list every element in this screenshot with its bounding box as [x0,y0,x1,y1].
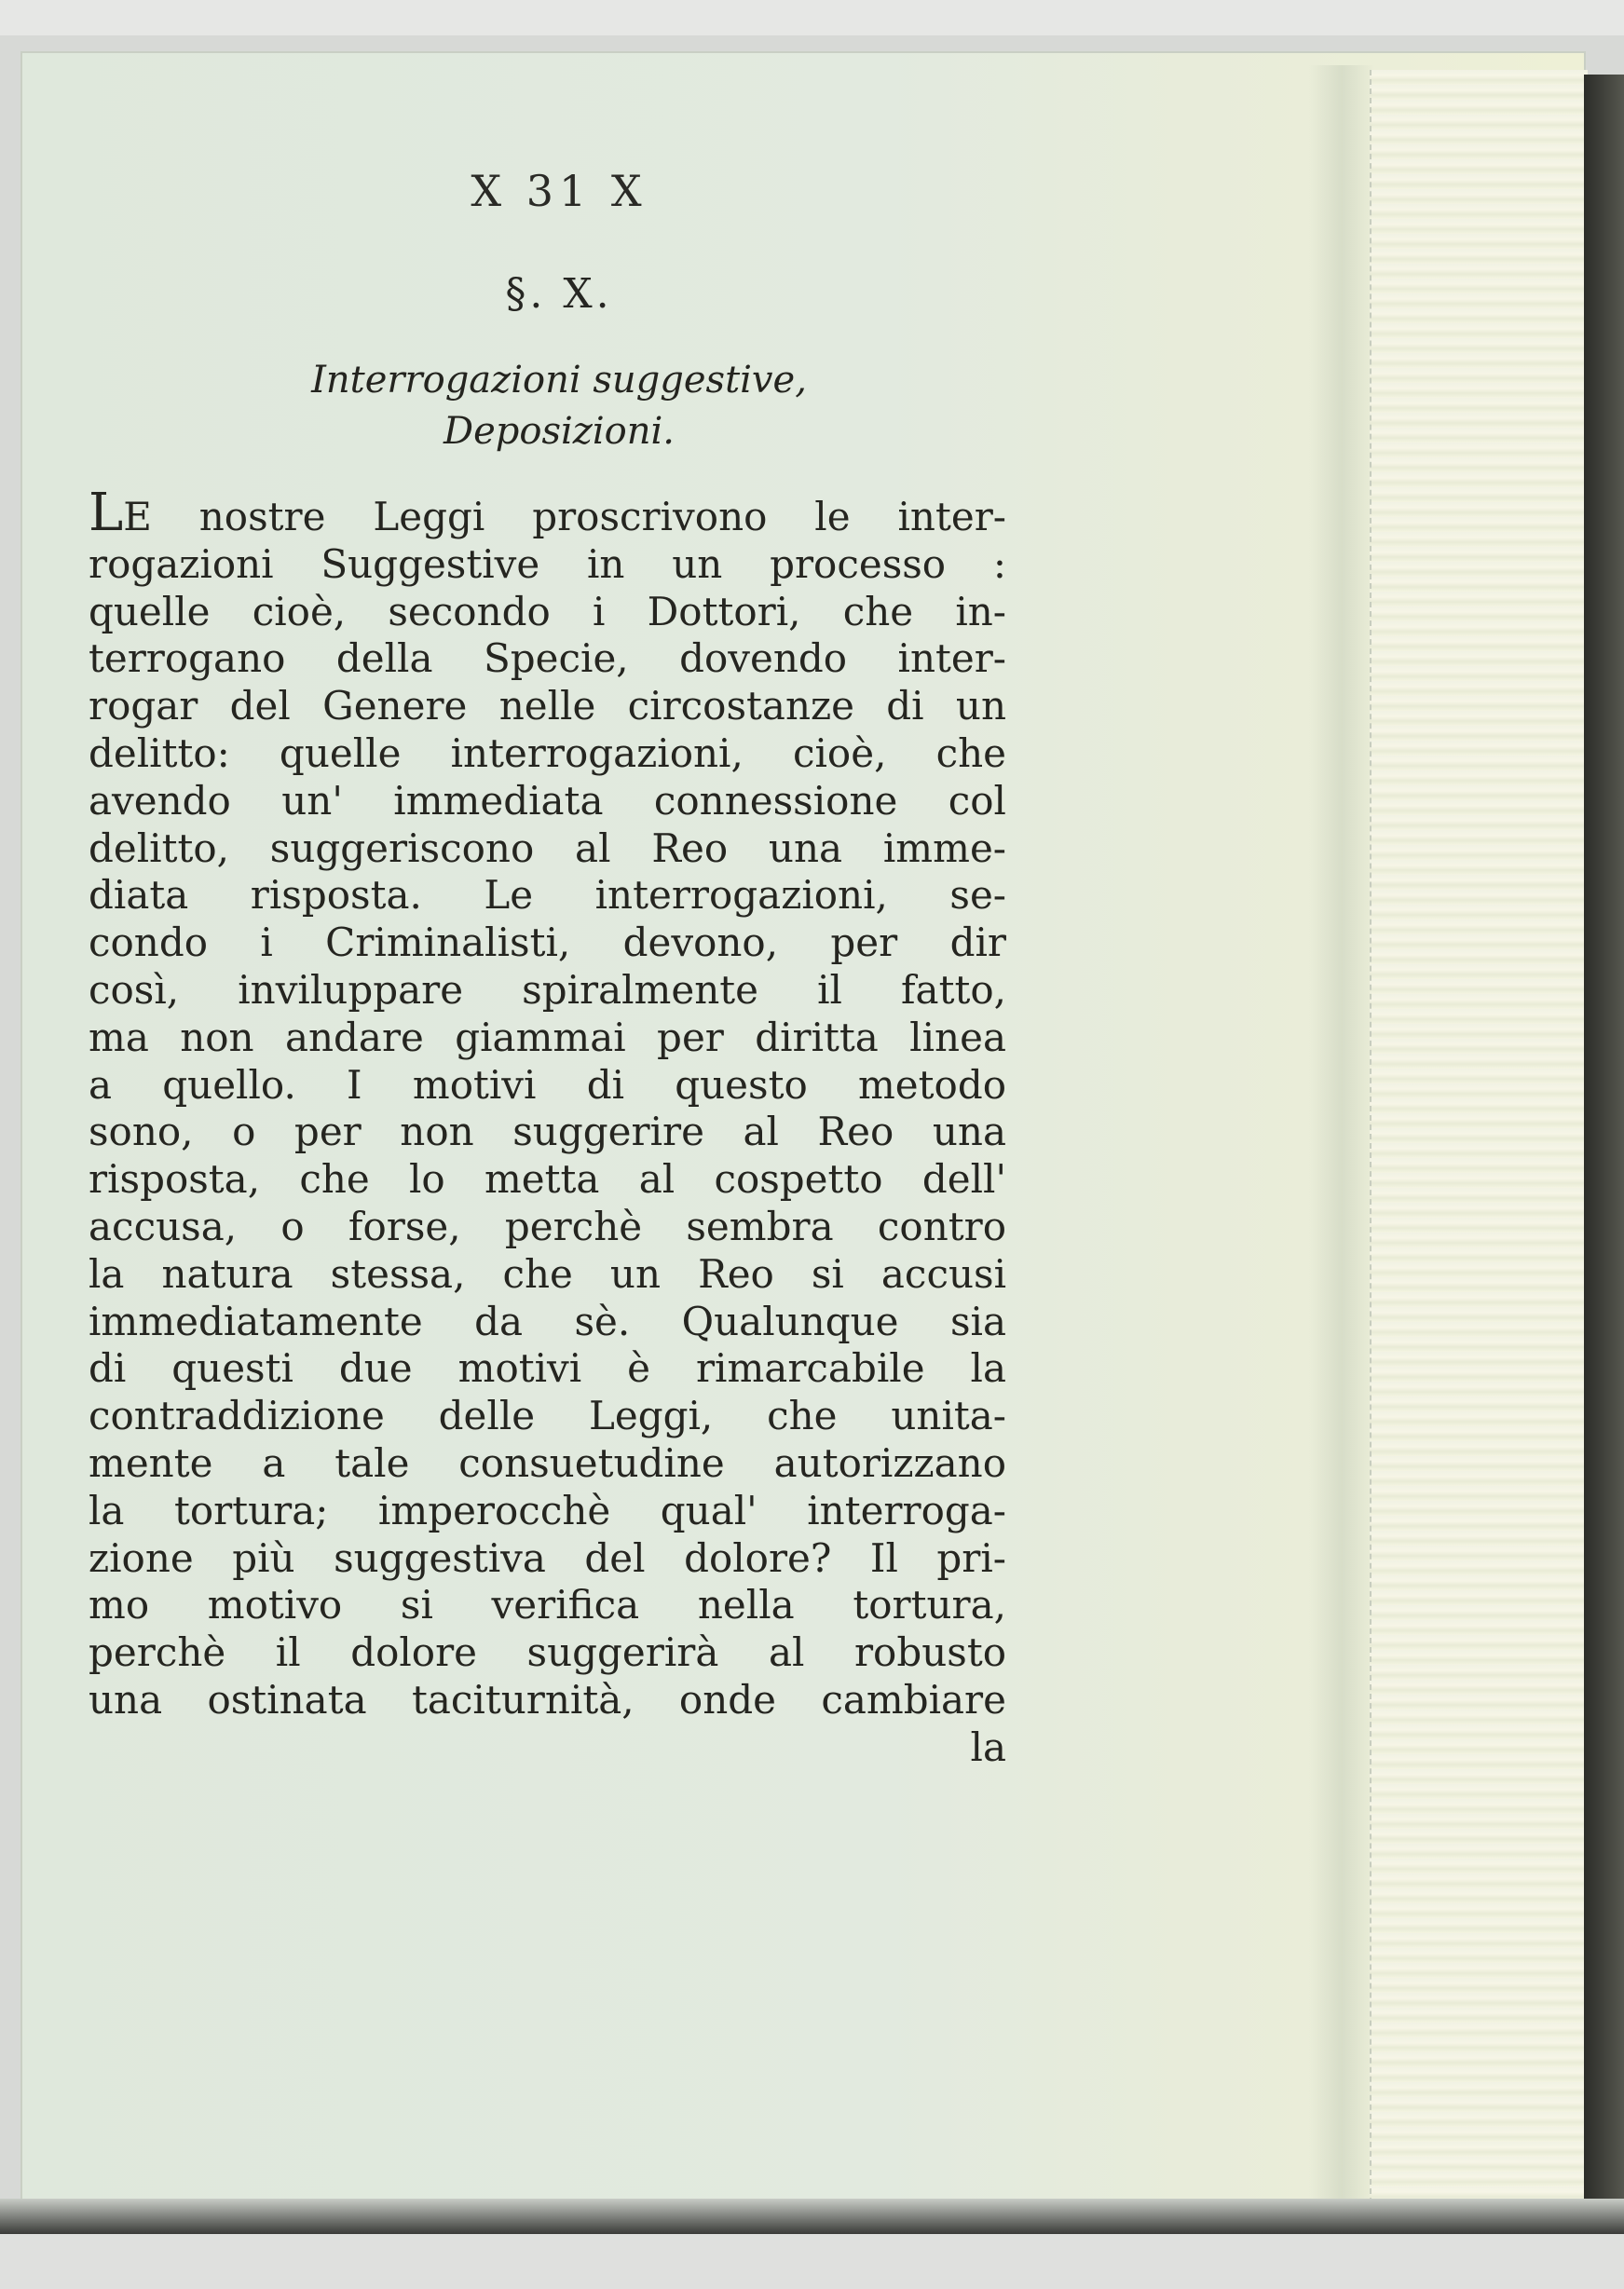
text-line: ma non andare giammai per diritta linea [89,1014,1006,1060]
text-line: perchè il dolore suggerirà al robusto [89,1629,1006,1676]
text-line: delitto, suggeriscono al Reo una imme- [89,824,1006,871]
text-line: delitto: quelle interrogazioni, cioè, che [89,729,1006,776]
text-line: di questi due motivi è rimarcabile la [89,1345,1006,1392]
text-line: a quello. I motivi di questo metodo [89,1061,1006,1108]
scan-bottom-margin [0,2234,1624,2289]
text-line: accusa, o forse, perchè sembra contro [89,1203,1006,1249]
text-line: così, inviluppare spiralmente il fatto, [89,966,1006,1013]
catchword: la [970,1724,1006,1770]
text-line: immediatamente da sè. Qualunque sia [89,1298,1006,1344]
section-title-line-2: Deposizioni. [444,410,675,453]
text-line: zione più suggestiva del dolore? Il pri- [89,1534,1006,1581]
text-line-content: E nostre Leggi proscrivono le inter- [123,494,1006,539]
text-line: la natura stessa, che un Reo si accusi [89,1250,1006,1297]
text-line: avendo un' immediata connessione col [89,777,1006,824]
text-line: condo i Criminalisti, devono, per dir [89,920,1006,966]
text-line: la tortura; imperocchè qual' interroga- [89,1487,1006,1533]
text-line: rogar del Genere nelle circostanze di un [89,683,1006,729]
text-line: contraddizione delle Leggi, che unita- [89,1393,1006,1439]
section-heading: §. X. [505,270,613,318]
text-line: sono, o per non suggerire al Reo una [89,1109,1006,1155]
text-line: risposta, che lo metta al cospetto dell' [89,1156,1006,1203]
text-line: diata risposta. Le interrogazioni, se- [89,872,1006,919]
binding-edge [1584,75,1624,2236]
text-line [89,483,1006,543]
text-line: una ostinata taciturnità, onde cambiare [89,1676,1006,1723]
page-fold-shadow [1309,65,1374,2208]
section-title-line-1: Interrogazioni suggestive, [311,359,807,402]
scan-top-margin [0,0,1624,35]
text-line: mo motivo si verifica nella tortura, [89,1582,1006,1628]
text-line: mente a tale consuetudine autorizzano [89,1439,1006,1486]
page-number-header: X 31 X [471,166,648,216]
text-line: terrogano della Specie, dovendo inter- [89,635,1006,682]
page-edge-stack [1370,70,1588,2203]
drop-cap: L [89,483,124,543]
text-line: rogazioni Suggestive in un processo : [89,540,1006,587]
body-paragraph [89,483,1006,1772]
bottom-scan-shadow [0,2199,1624,2234]
text-line: quelle cioè, secondo i Dottori, che in- [89,588,1006,634]
